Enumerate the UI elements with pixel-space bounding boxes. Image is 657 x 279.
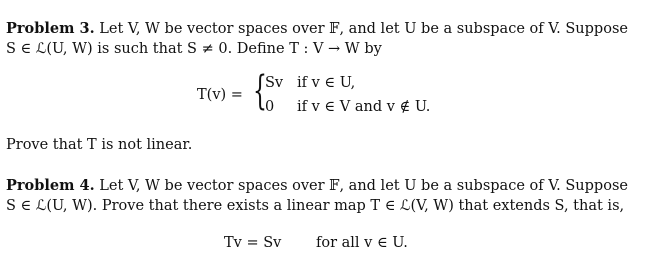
problem-4-line-2 bbox=[6, 199, 624, 214]
problem-4-text-line-1: Let V, W be vector spaces over 𝔽, and let U be a subspace of V. Suppose bbox=[99, 178, 628, 194]
problem-3-heading: Problem 3. bbox=[6, 20, 95, 37]
problem-3-conclusion bbox=[6, 138, 192, 153]
problem-3-text-line-2: S ∈ ℒ(U, W) is such that S ≠ 0. Define T : V → W by bbox=[6, 41, 382, 57]
problem-3-line-1 bbox=[6, 22, 628, 37]
piecewise-case-1-condition: if v ∈ U, bbox=[297, 75, 356, 91]
problem-3-line-2 bbox=[6, 42, 382, 57]
piecewise-brace: { bbox=[253, 68, 267, 114]
piecewise-lhs: T(v) = bbox=[197, 87, 243, 103]
piecewise-definition bbox=[197, 70, 457, 120]
problem-3-text-line-1: Let V, W be vector spaces over 𝔽, and let U be a subspace of V. Suppose bbox=[99, 21, 628, 37]
piecewise-case-1-value: Sv bbox=[265, 75, 284, 91]
problem-4-line-1 bbox=[6, 179, 628, 194]
extension-condition: for all v ∈ U. bbox=[316, 235, 408, 251]
problem-3-conclusion-text: Prove that T is not linear. bbox=[6, 137, 193, 153]
piecewise-case-2-condition: if v ∈ V and v ∉ U. bbox=[297, 99, 431, 115]
problem-4-text-line-2: S ∈ ℒ(U, W). Prove that there exists a linear map T ∈ ℒ(V, W) that extends S, that is, bbox=[6, 198, 625, 214]
problem-4-heading: Problem 4. bbox=[6, 177, 95, 194]
extension-equation: Tv = Sv bbox=[224, 235, 282, 251]
piecewise-case-2-value: 0 bbox=[265, 99, 275, 115]
